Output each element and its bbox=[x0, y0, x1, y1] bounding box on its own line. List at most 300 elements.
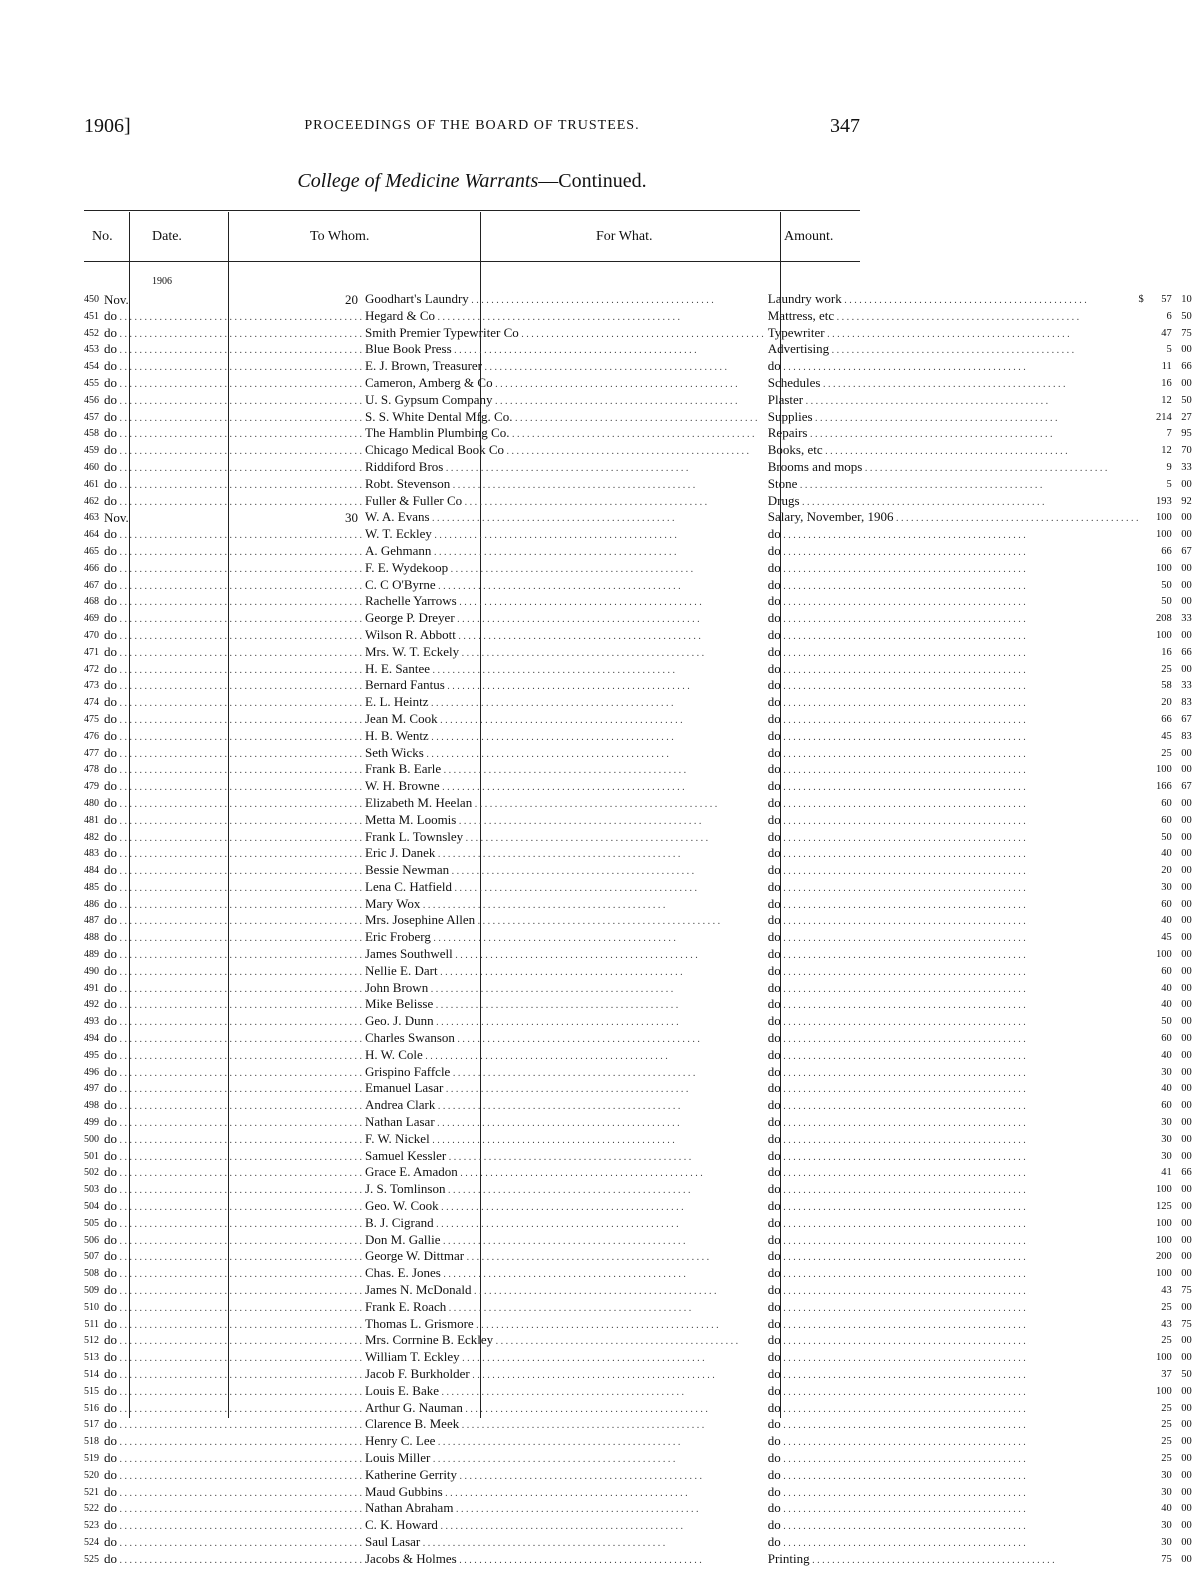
payee-name: Mrs. Josephine Allen . . . bbox=[365, 912, 720, 927]
warrant-number: 511 bbox=[84, 1318, 99, 1330]
purpose bbox=[764, 460, 1139, 477]
amount-dollars: 50 bbox=[1161, 596, 1172, 608]
amount-cents: 00 bbox=[1181, 1335, 1192, 1347]
payee-name: John Brown . . . bbox=[365, 980, 673, 995]
warrant-number: 524 bbox=[84, 1536, 99, 1548]
amount bbox=[1138, 997, 1191, 1014]
payee bbox=[362, 1048, 764, 1065]
amount-dollars: 100 bbox=[1155, 1234, 1172, 1246]
amount-dollars: 200 bbox=[1155, 1251, 1172, 1263]
date-ditto: do . . . bbox=[104, 980, 362, 995]
warrant-number: 493 bbox=[84, 1016, 99, 1028]
purpose bbox=[764, 1031, 1139, 1048]
purpose-text: do . . . bbox=[768, 1282, 1026, 1297]
table-row bbox=[84, 292, 1192, 309]
amount-dollars: 43 bbox=[1161, 1285, 1172, 1297]
purpose bbox=[764, 1115, 1139, 1132]
purpose bbox=[764, 830, 1139, 847]
payee-name: Louis E. Bake . . . bbox=[365, 1383, 684, 1398]
purpose-text: do . . . bbox=[768, 610, 1026, 625]
purpose-text: do . . . bbox=[768, 845, 1026, 860]
table-row bbox=[84, 1552, 1192, 1569]
amount-dollars: 40 bbox=[1161, 915, 1172, 927]
amount bbox=[1138, 880, 1191, 897]
purpose bbox=[764, 1182, 1139, 1199]
amount-dollars: 125 bbox=[1155, 1201, 1172, 1213]
table-row bbox=[84, 1333, 1192, 1350]
amount bbox=[1138, 1401, 1191, 1418]
payee bbox=[362, 1249, 764, 1266]
amount-dollars: 100 bbox=[1155, 1385, 1172, 1397]
date-ditto: do . . . bbox=[104, 627, 362, 642]
warrant-date bbox=[101, 930, 362, 947]
payee bbox=[362, 1552, 764, 1569]
table-row bbox=[84, 830, 1192, 847]
warrant-number: 517 bbox=[84, 1419, 99, 1431]
amount-cents: 00 bbox=[1181, 1066, 1192, 1078]
purpose bbox=[764, 863, 1139, 880]
amount-dollars: 43 bbox=[1161, 1318, 1172, 1330]
payee-name: H. B. Wentz . . . bbox=[365, 728, 674, 743]
header-rule bbox=[84, 261, 860, 262]
payee bbox=[362, 880, 764, 897]
payee bbox=[362, 628, 764, 645]
table-row bbox=[84, 1451, 1192, 1468]
table-row bbox=[84, 393, 1192, 410]
table-row bbox=[84, 964, 1192, 981]
payee bbox=[362, 1031, 764, 1048]
payee bbox=[362, 510, 764, 527]
amount-dollars: 40 bbox=[1161, 999, 1172, 1011]
table-row bbox=[84, 1014, 1192, 1031]
table-row bbox=[84, 997, 1192, 1014]
purpose bbox=[764, 1518, 1139, 1535]
purpose-text: Typewriter . . . bbox=[768, 325, 1070, 340]
amount-cents: 66 bbox=[1181, 646, 1192, 658]
amount-dollars: 50 bbox=[1161, 1016, 1172, 1028]
amount-dollars: 50 bbox=[1161, 831, 1172, 843]
purpose bbox=[764, 359, 1139, 376]
warrant-number: 510 bbox=[84, 1301, 99, 1313]
purpose bbox=[764, 1283, 1139, 1300]
payee bbox=[362, 762, 764, 779]
warrant-number: 490 bbox=[84, 965, 99, 977]
table-row bbox=[84, 1283, 1192, 1300]
payee-name: U. S. Gypsum Company . . . bbox=[365, 392, 737, 407]
subtitle-rest: —Continued. bbox=[538, 170, 647, 192]
warrant-number: 469 bbox=[84, 613, 99, 625]
date-ditto: do . . . bbox=[104, 644, 362, 659]
table-row bbox=[84, 410, 1192, 427]
amount-dollars: 25 bbox=[1161, 1301, 1172, 1313]
date-ditto: do . . . bbox=[104, 1131, 362, 1146]
date-ditto: do . . . bbox=[104, 593, 362, 608]
amount-cents: 00 bbox=[1181, 1536, 1192, 1548]
warrant-date bbox=[101, 678, 362, 695]
amount-cents: 00 bbox=[1181, 1402, 1192, 1414]
amount-cents: 00 bbox=[1181, 1201, 1192, 1213]
amount bbox=[1138, 1333, 1191, 1350]
purpose-text: Drugs . . . bbox=[768, 493, 1045, 508]
payee bbox=[362, 1283, 764, 1300]
warrant-date bbox=[101, 1065, 362, 1082]
payee-name: Don M. Gallie . . . bbox=[365, 1232, 685, 1247]
purpose bbox=[764, 594, 1139, 611]
amount-dollars: 100 bbox=[1155, 629, 1172, 641]
purpose bbox=[764, 1350, 1139, 1367]
amount-dollars: 30 bbox=[1161, 1520, 1172, 1532]
amount-cents: 00 bbox=[1181, 478, 1192, 490]
table-row bbox=[84, 611, 1192, 628]
purpose-text: do . . . bbox=[768, 912, 1026, 927]
warrant-date bbox=[101, 1451, 362, 1468]
purpose bbox=[764, 779, 1139, 796]
warrant-date bbox=[101, 1434, 362, 1451]
amount-cents: 00 bbox=[1181, 865, 1192, 877]
warrant-number: 465 bbox=[84, 545, 99, 557]
payee bbox=[362, 309, 764, 326]
purpose bbox=[764, 1384, 1139, 1401]
purpose-text: Stone . . . bbox=[768, 476, 1043, 491]
purpose bbox=[764, 813, 1139, 830]
warrant-date bbox=[101, 1333, 362, 1350]
warrant-number: 467 bbox=[84, 579, 99, 591]
purpose-text: do . . . bbox=[768, 1332, 1026, 1347]
payee-name: Henry C. Lee . . . bbox=[365, 1433, 680, 1448]
amount-dollars: 40 bbox=[1161, 1503, 1172, 1515]
amount-dollars: 30 bbox=[1161, 1536, 1172, 1548]
date-ditto: do . . . bbox=[104, 1248, 362, 1263]
amount bbox=[1138, 1317, 1191, 1334]
warrant-date bbox=[101, 426, 362, 443]
purpose-text: do . . . bbox=[768, 1366, 1026, 1381]
table-row bbox=[84, 712, 1192, 729]
warrant-date bbox=[101, 712, 362, 729]
warrant-date bbox=[101, 1048, 362, 1065]
payee-name: A. Gehmann . . . bbox=[365, 543, 676, 558]
purpose-text: do . . . bbox=[768, 1080, 1026, 1095]
purpose-text: do . . . bbox=[768, 1484, 1026, 1499]
table-row bbox=[84, 1434, 1192, 1451]
purpose-text: do . . . bbox=[768, 1232, 1026, 1247]
amount-dollars: 100 bbox=[1155, 764, 1172, 776]
warrant-number: 498 bbox=[84, 1100, 99, 1112]
payee bbox=[362, 1350, 764, 1367]
warrant-number: 461 bbox=[84, 478, 99, 490]
payee-name: C. K. Howard . . . bbox=[365, 1517, 683, 1532]
warrant-number: 504 bbox=[84, 1201, 99, 1213]
payee bbox=[362, 1317, 764, 1334]
table-row bbox=[84, 779, 1192, 796]
warrant-number: 482 bbox=[84, 831, 99, 843]
table-row bbox=[84, 1350, 1192, 1367]
amount bbox=[1138, 1081, 1191, 1098]
date-ditto: do . . . bbox=[104, 761, 362, 776]
payee bbox=[362, 1468, 764, 1485]
year-label: 1906 bbox=[152, 276, 172, 287]
payee bbox=[362, 561, 764, 578]
table-row bbox=[84, 1149, 1192, 1166]
purpose bbox=[764, 1081, 1139, 1098]
table-row bbox=[84, 1501, 1192, 1518]
date-ditto: do . . . bbox=[104, 711, 362, 726]
warrant-date bbox=[101, 695, 362, 712]
warrant-date bbox=[101, 863, 362, 880]
amount-dollars: 100 bbox=[1155, 1217, 1172, 1229]
table-row bbox=[84, 846, 1192, 863]
purpose bbox=[764, 1552, 1139, 1569]
warrant-date bbox=[101, 1283, 362, 1300]
payee-name: Nathan Lasar . . . bbox=[365, 1114, 680, 1129]
amount-dollars: 25 bbox=[1161, 1436, 1172, 1448]
purpose bbox=[764, 1367, 1139, 1384]
amount bbox=[1138, 1552, 1191, 1569]
warrant-number: 453 bbox=[84, 344, 99, 356]
payee bbox=[362, 1014, 764, 1031]
amount-dollars: 100 bbox=[1155, 1184, 1172, 1196]
date-ditto: do . . . bbox=[104, 358, 362, 373]
warrant-number: 488 bbox=[84, 932, 99, 944]
amount-dollars: 5 bbox=[1166, 344, 1172, 356]
date-day: 20 bbox=[345, 292, 358, 307]
payee-name: George P. Dreyer . . . bbox=[365, 610, 700, 625]
date-ditto: do . . . bbox=[104, 1181, 362, 1196]
amount-dollars: 60 bbox=[1161, 1033, 1172, 1045]
purpose bbox=[764, 796, 1139, 813]
date-ditto: do . . . bbox=[104, 1232, 362, 1247]
amount-dollars: 50 bbox=[1161, 579, 1172, 591]
table-row bbox=[84, 1367, 1192, 1384]
amount-cents: 00 bbox=[1181, 1268, 1192, 1280]
date-ditto: do . . . bbox=[104, 341, 362, 356]
purpose bbox=[764, 1434, 1139, 1451]
amount-cents: 00 bbox=[1181, 1436, 1192, 1448]
warrant-date bbox=[101, 1317, 362, 1334]
purpose bbox=[764, 342, 1139, 359]
amount-cents: 00 bbox=[1181, 1083, 1192, 1095]
payee bbox=[362, 779, 764, 796]
amount-cents: 75 bbox=[1181, 1318, 1192, 1330]
table-row bbox=[84, 527, 1192, 544]
col-header-date: Date. bbox=[152, 229, 182, 244]
payee bbox=[362, 359, 764, 376]
warrant-number: 458 bbox=[84, 428, 99, 440]
warrant-date bbox=[101, 997, 362, 1014]
amount-dollars: 58 bbox=[1161, 680, 1172, 692]
payee bbox=[362, 1233, 764, 1250]
date-ditto: do . . . bbox=[104, 1433, 362, 1448]
amount-cents: 00 bbox=[1181, 1486, 1192, 1498]
purpose bbox=[764, 1317, 1139, 1334]
warrant-date bbox=[101, 578, 362, 595]
purpose-text: do . . . bbox=[768, 896, 1026, 911]
date-ditto: do . . . bbox=[104, 795, 362, 810]
section-subtitle bbox=[84, 170, 860, 193]
warrant-number: 508 bbox=[84, 1268, 99, 1280]
payee-name: Jacobs & Holmes . . . bbox=[365, 1551, 702, 1566]
purpose bbox=[764, 964, 1139, 981]
warrant-date bbox=[101, 342, 362, 359]
amount-cents: 75 bbox=[1181, 327, 1192, 339]
warrant-number: 466 bbox=[84, 562, 99, 574]
date-ditto: do . . . bbox=[104, 1198, 362, 1213]
payee-name: Frank B. Earle . . . bbox=[365, 761, 686, 776]
amount-cents: 00 bbox=[1181, 1503, 1192, 1515]
amount-dollars: 7 bbox=[1166, 428, 1172, 440]
table-row bbox=[84, 645, 1192, 662]
amount bbox=[1138, 695, 1191, 712]
amount bbox=[1138, 981, 1191, 998]
amount-cents: 66 bbox=[1181, 361, 1192, 373]
amount bbox=[1138, 611, 1191, 628]
payee bbox=[362, 1333, 764, 1350]
amount-cents: 00 bbox=[1181, 1352, 1192, 1364]
payee-name: Chas. E. Jones . . . bbox=[365, 1265, 686, 1280]
amount-cents: 00 bbox=[1181, 1469, 1192, 1481]
table-row bbox=[84, 460, 1192, 477]
date-ditto: do . . . bbox=[104, 1114, 362, 1129]
warrant-number: 463 bbox=[84, 512, 99, 524]
table-row bbox=[84, 947, 1192, 964]
amount-cents: 00 bbox=[1181, 1049, 1192, 1061]
warrant-number: 523 bbox=[84, 1520, 99, 1532]
table-row bbox=[84, 1048, 1192, 1065]
date-ditto: do . . . bbox=[104, 661, 362, 676]
dollar-sign: $ bbox=[1138, 294, 1144, 305]
amount-cents: 00 bbox=[1181, 999, 1192, 1011]
payee bbox=[362, 662, 764, 679]
purpose-text: do . . . bbox=[768, 694, 1026, 709]
warrant-date bbox=[101, 813, 362, 830]
purpose bbox=[764, 611, 1139, 628]
amount-dollars: 60 bbox=[1161, 965, 1172, 977]
warrant-date bbox=[101, 1149, 362, 1166]
amount-dollars: 193 bbox=[1155, 495, 1172, 507]
purpose bbox=[764, 1048, 1139, 1065]
amount-dollars: 25 bbox=[1161, 1335, 1172, 1347]
purpose-text: do . . . bbox=[768, 745, 1026, 760]
warrant-date bbox=[101, 494, 362, 511]
date-ditto: do . . . bbox=[104, 879, 362, 894]
amount-cents: 00 bbox=[1181, 663, 1192, 675]
date-ditto: do . . . bbox=[104, 778, 362, 793]
purpose bbox=[764, 426, 1139, 443]
amount bbox=[1138, 426, 1191, 443]
purpose-text: Laundry work . . . bbox=[768, 291, 1087, 306]
warrant-number: 502 bbox=[84, 1167, 99, 1179]
table-row bbox=[84, 426, 1192, 443]
amount-cents: 00 bbox=[1181, 1100, 1192, 1112]
warrant-date bbox=[101, 443, 362, 460]
warrant-date bbox=[101, 779, 362, 796]
purpose bbox=[764, 712, 1139, 729]
warrant-date bbox=[101, 1132, 362, 1149]
payee bbox=[362, 443, 764, 460]
purpose-text: do . . . bbox=[768, 761, 1026, 776]
purpose-text: do . . . bbox=[768, 644, 1026, 659]
purpose bbox=[764, 393, 1139, 410]
date-ditto: do . . . bbox=[104, 812, 362, 827]
amount bbox=[1138, 1350, 1191, 1367]
payee-name: B. J. Cigrand . . . bbox=[365, 1215, 679, 1230]
payee bbox=[362, 897, 764, 914]
warrant-date bbox=[101, 1485, 362, 1502]
purpose bbox=[764, 527, 1139, 544]
purpose bbox=[764, 1401, 1139, 1418]
purpose-text: Advertising . . . bbox=[768, 341, 1074, 356]
payee bbox=[362, 678, 764, 695]
date-ditto: do . . . bbox=[104, 1467, 362, 1482]
payee-name: Cameron, Amberg & Co . . . bbox=[365, 375, 738, 390]
amount-dollars: 11 bbox=[1161, 361, 1172, 373]
table-row bbox=[84, 746, 1192, 763]
date-ditto: do . . . bbox=[104, 829, 362, 844]
table-row bbox=[84, 863, 1192, 880]
purpose bbox=[764, 981, 1139, 998]
warrant-number: 514 bbox=[84, 1369, 99, 1380]
warrant-date bbox=[101, 1401, 362, 1418]
amount-dollars: 5 bbox=[1166, 478, 1172, 490]
payee bbox=[362, 376, 764, 393]
amount bbox=[1138, 779, 1191, 796]
purpose-text: do . . . bbox=[768, 1215, 1026, 1230]
purpose bbox=[764, 1300, 1139, 1317]
amount-cents: 33 bbox=[1181, 680, 1192, 692]
payee-name: Mrs. Corrnine B. Eckley . . . bbox=[365, 1332, 738, 1347]
purpose bbox=[764, 1485, 1139, 1502]
purpose-text: do . . . bbox=[768, 1433, 1026, 1448]
date-ditto: do . . . bbox=[104, 912, 362, 927]
purpose-text: do . . . bbox=[768, 1299, 1026, 1314]
payee bbox=[362, 1401, 764, 1418]
amount-cents: 10 bbox=[1181, 294, 1192, 305]
warrant-number: 474 bbox=[84, 697, 99, 709]
date-ditto: do . . . bbox=[104, 308, 362, 323]
table-row bbox=[84, 695, 1192, 712]
table-row bbox=[84, 443, 1192, 460]
purpose-text: do . . . bbox=[768, 778, 1026, 793]
col-header-no: No. bbox=[92, 229, 113, 244]
table-row bbox=[84, 930, 1192, 947]
purpose-text: do . . . bbox=[768, 627, 1026, 642]
payee bbox=[362, 1518, 764, 1535]
warrant-number: 472 bbox=[84, 663, 99, 675]
payee-name: William T. Eckley . . . bbox=[365, 1349, 705, 1364]
warrant-date bbox=[101, 292, 362, 309]
purpose-text: do . . . bbox=[768, 980, 1026, 995]
warrant-date bbox=[101, 527, 362, 544]
purpose bbox=[764, 1065, 1139, 1082]
warrant-date bbox=[101, 1182, 362, 1199]
amount-cents: 00 bbox=[1181, 529, 1192, 541]
amount-dollars: 100 bbox=[1155, 1268, 1172, 1280]
amount bbox=[1138, 830, 1191, 847]
amount-cents: 00 bbox=[1181, 848, 1192, 860]
payee bbox=[362, 292, 764, 309]
date-ditto: do . . . bbox=[104, 946, 362, 961]
warrant-date bbox=[101, 880, 362, 897]
amount bbox=[1138, 1417, 1191, 1434]
payee bbox=[362, 611, 764, 628]
amount-dollars: 60 bbox=[1161, 898, 1172, 910]
date-ditto: do . . . bbox=[104, 1316, 362, 1331]
amount-dollars: 66 bbox=[1161, 545, 1172, 557]
warrant-date bbox=[101, 1417, 362, 1434]
purpose-text: do . . . bbox=[768, 963, 1026, 978]
payee bbox=[362, 1501, 764, 1518]
amount bbox=[1138, 410, 1191, 427]
purpose bbox=[764, 1468, 1139, 1485]
